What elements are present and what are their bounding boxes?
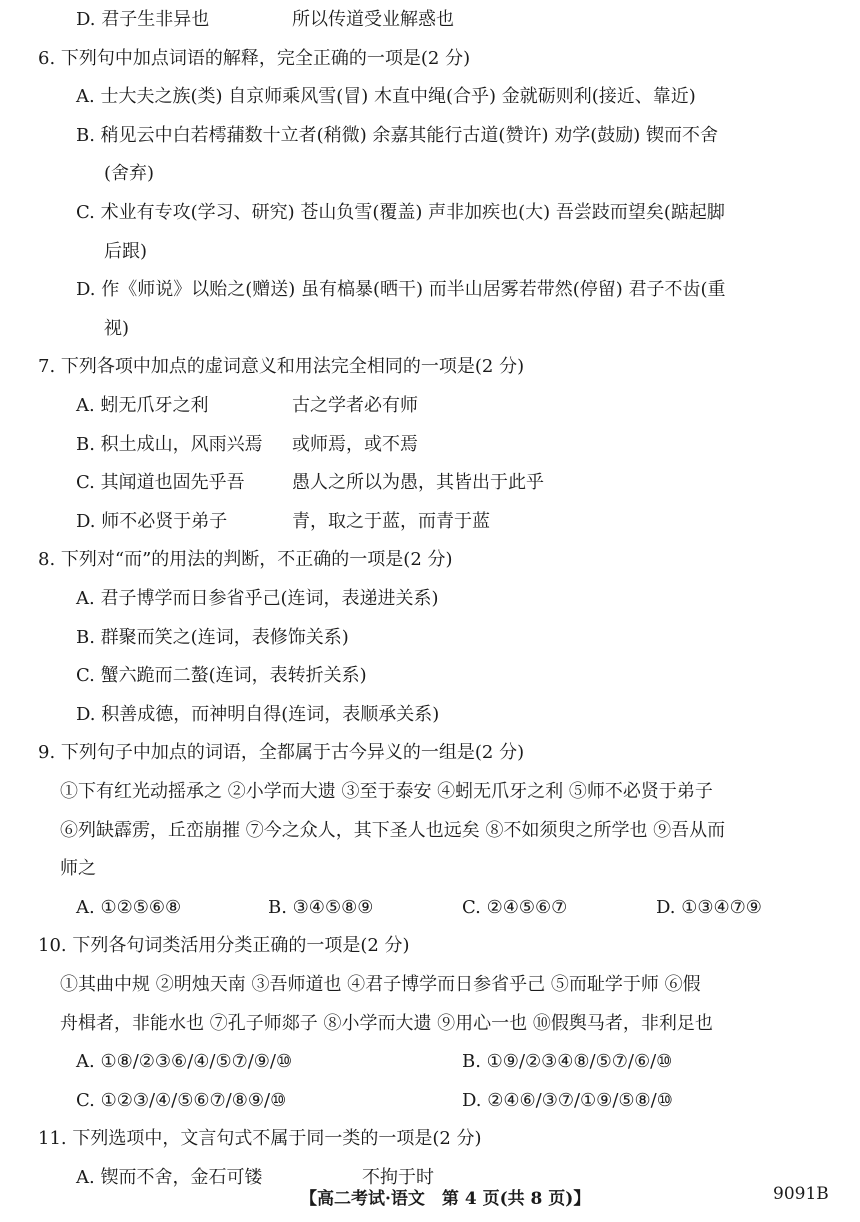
- text-line: [60, 780, 713, 804]
- line-text: ①其曲中规 ②明烛天南 ③吾师道也 ④君子博学而日参省乎己 ⑤而耻学于师 ⑥假: [60, 974, 701, 995]
- line-text: ⑥列缺霹雳，丘峦崩摧 ⑦今之众人，其下圣人也远矣 ⑧不如须臾之所学也 ⑨吾从而: [60, 819, 726, 841]
- choice-option: D. ①③④⑦⑨: [656, 896, 762, 918]
- line-text: C. ①②③/④/⑤⑥⑦/⑧⑨/⑩: [76, 1089, 287, 1111]
- text-line: [76, 626, 349, 650]
- text-line: [104, 317, 129, 341]
- line-right-text: 愚人之所以为愚，其皆出于此乎: [292, 472, 544, 494]
- text-line: [60, 819, 725, 843]
- line-text: 7. 下列各项中加点的虚词意义和用法完全相同的一项是(2 分): [38, 356, 525, 378]
- line-text: D. 师不必贤于弟子: [76, 510, 228, 532]
- line-right-text: 古之学者必有师: [292, 395, 418, 416]
- line-text: A. 蚓无爪牙之利: [76, 395, 209, 416]
- line-right-text: 不拘于时: [362, 1167, 434, 1188]
- text-line: [60, 1012, 713, 1036]
- text-line: [76, 1089, 673, 1113]
- paper-code: 9091B: [773, 1184, 829, 1204]
- line-text: 8. 下列对“而”的用法的判断，不正确的一项是(2 分): [38, 549, 453, 571]
- text-line: [104, 240, 147, 264]
- line-text: B. 群聚而笑之(连词，表修饰关系): [76, 626, 349, 648]
- line-text: 师之: [60, 858, 96, 880]
- text-line: [76, 8, 454, 32]
- text-line: [38, 934, 410, 958]
- text-line: [76, 433, 418, 457]
- line-text: 10. 下列各句词类活用分类正确的一项是(2 分): [38, 935, 410, 957]
- line-text: C. 术业有专攻(学习、研究) 苍山负雪(覆盖) 声非加疾也(大) 吾尝跂而望矣(踮起脚: [76, 202, 725, 223]
- line-text: ①下有红光动摇承之 ②小学而大遗 ③至于泰安 ④蚓无爪牙之利 ⑤师不必贤于弟子: [60, 781, 713, 802]
- line-text: 视): [104, 317, 130, 339]
- text-line: [76, 510, 490, 534]
- line-right-text: 青，取之于蓝，而青于蓝: [292, 510, 490, 532]
- text-line: [60, 857, 96, 881]
- text-line: [76, 85, 696, 109]
- text-line: [76, 278, 726, 302]
- line-right-text: 或师焉，或不焉: [292, 433, 418, 455]
- text-line: [76, 471, 544, 495]
- choice-option: B. ③④⑤⑧⑨: [268, 896, 374, 918]
- line-text: 舟楫者，非能水也 ⑦孔子师郯子 ⑧小学而大遗 ⑨用心一也 ⑩假舆马者，非利足也: [60, 1012, 713, 1034]
- text-line: [38, 47, 470, 71]
- choice-option: D. ②④⑥/③⑦/①⑨/⑤⑧/⑩: [462, 1089, 673, 1111]
- choice-option: C. ②④⑤⑥⑦: [462, 896, 568, 918]
- line-text: 9. 下列句子中加点的词语，全都属于古今异义的一组是(2 分): [38, 742, 525, 764]
- text-line: [76, 201, 725, 225]
- text-line: [60, 973, 701, 997]
- line-text: D. 君子生非异也: [76, 9, 210, 30]
- text-line: [76, 703, 439, 727]
- line-text: A. 士大夫之族(类) 自京师乘风雪(冒) 木直中绳(合乎) 金就砺则利(接近、靠近): [76, 86, 696, 108]
- text-line: [104, 162, 154, 186]
- text-line: [76, 896, 762, 920]
- line-text: A. 君子博学而日参省乎己(连词，表递进关系): [76, 588, 439, 609]
- line-right-text: 所以传道受业解惑也: [292, 9, 454, 30]
- text-line: [76, 1166, 434, 1190]
- text-line: [38, 548, 453, 572]
- line-text: A. 锲而不舍，金石可镂: [76, 1167, 263, 1188]
- line-text: C. 其闻道也固先乎吾: [76, 472, 245, 494]
- line-text: A. ①②⑤⑥⑧: [76, 896, 182, 918]
- line-text: D. 作《师说》以贻之(赠送) 虽有槁暴(晒干) 而半山居雾若带然(停留) 君子不齿(重: [76, 279, 726, 301]
- line-text: B. 积土成山，风雨兴焉: [76, 433, 263, 455]
- text-line: [76, 664, 367, 688]
- text-line: [76, 587, 439, 611]
- text-line: [76, 394, 418, 418]
- footer-label: 【高二考试·语文 第 4 页(共 8 页)】: [300, 1189, 591, 1209]
- line-text: 11. 下列选项中，文言句式不属于同一类的一项是(2 分): [38, 1128, 482, 1150]
- line-text: A. ①⑧/②③⑥/④/⑤⑦/⑨/⑩: [76, 1051, 293, 1073]
- line-text: C. 蟹六跪而二螯(连词，表转折关系): [76, 665, 367, 687]
- text-line: [38, 1127, 482, 1151]
- line-text: B. 稍见云中白若樗蒱数十立者(稍微) 余嘉其能行古道(赞许) 劝学(鼓励) 锲而不舍: [76, 124, 718, 146]
- choice-option: B. ①⑨/②③④⑧/⑤⑦/⑥/⑩: [462, 1051, 673, 1073]
- text-line: [38, 741, 524, 765]
- line-text: (舍弃): [104, 163, 155, 185]
- text-line: [76, 1050, 673, 1074]
- text-line: [38, 355, 524, 379]
- line-text: 6. 下列句中加点词语的解释，完全正确的一项是(2 分): [38, 47, 471, 69]
- line-text: 后跟): [104, 240, 148, 262]
- text-line: [76, 124, 718, 148]
- line-text: D. 积善成德，而神明自得(连词，表顺承关系): [76, 703, 440, 725]
